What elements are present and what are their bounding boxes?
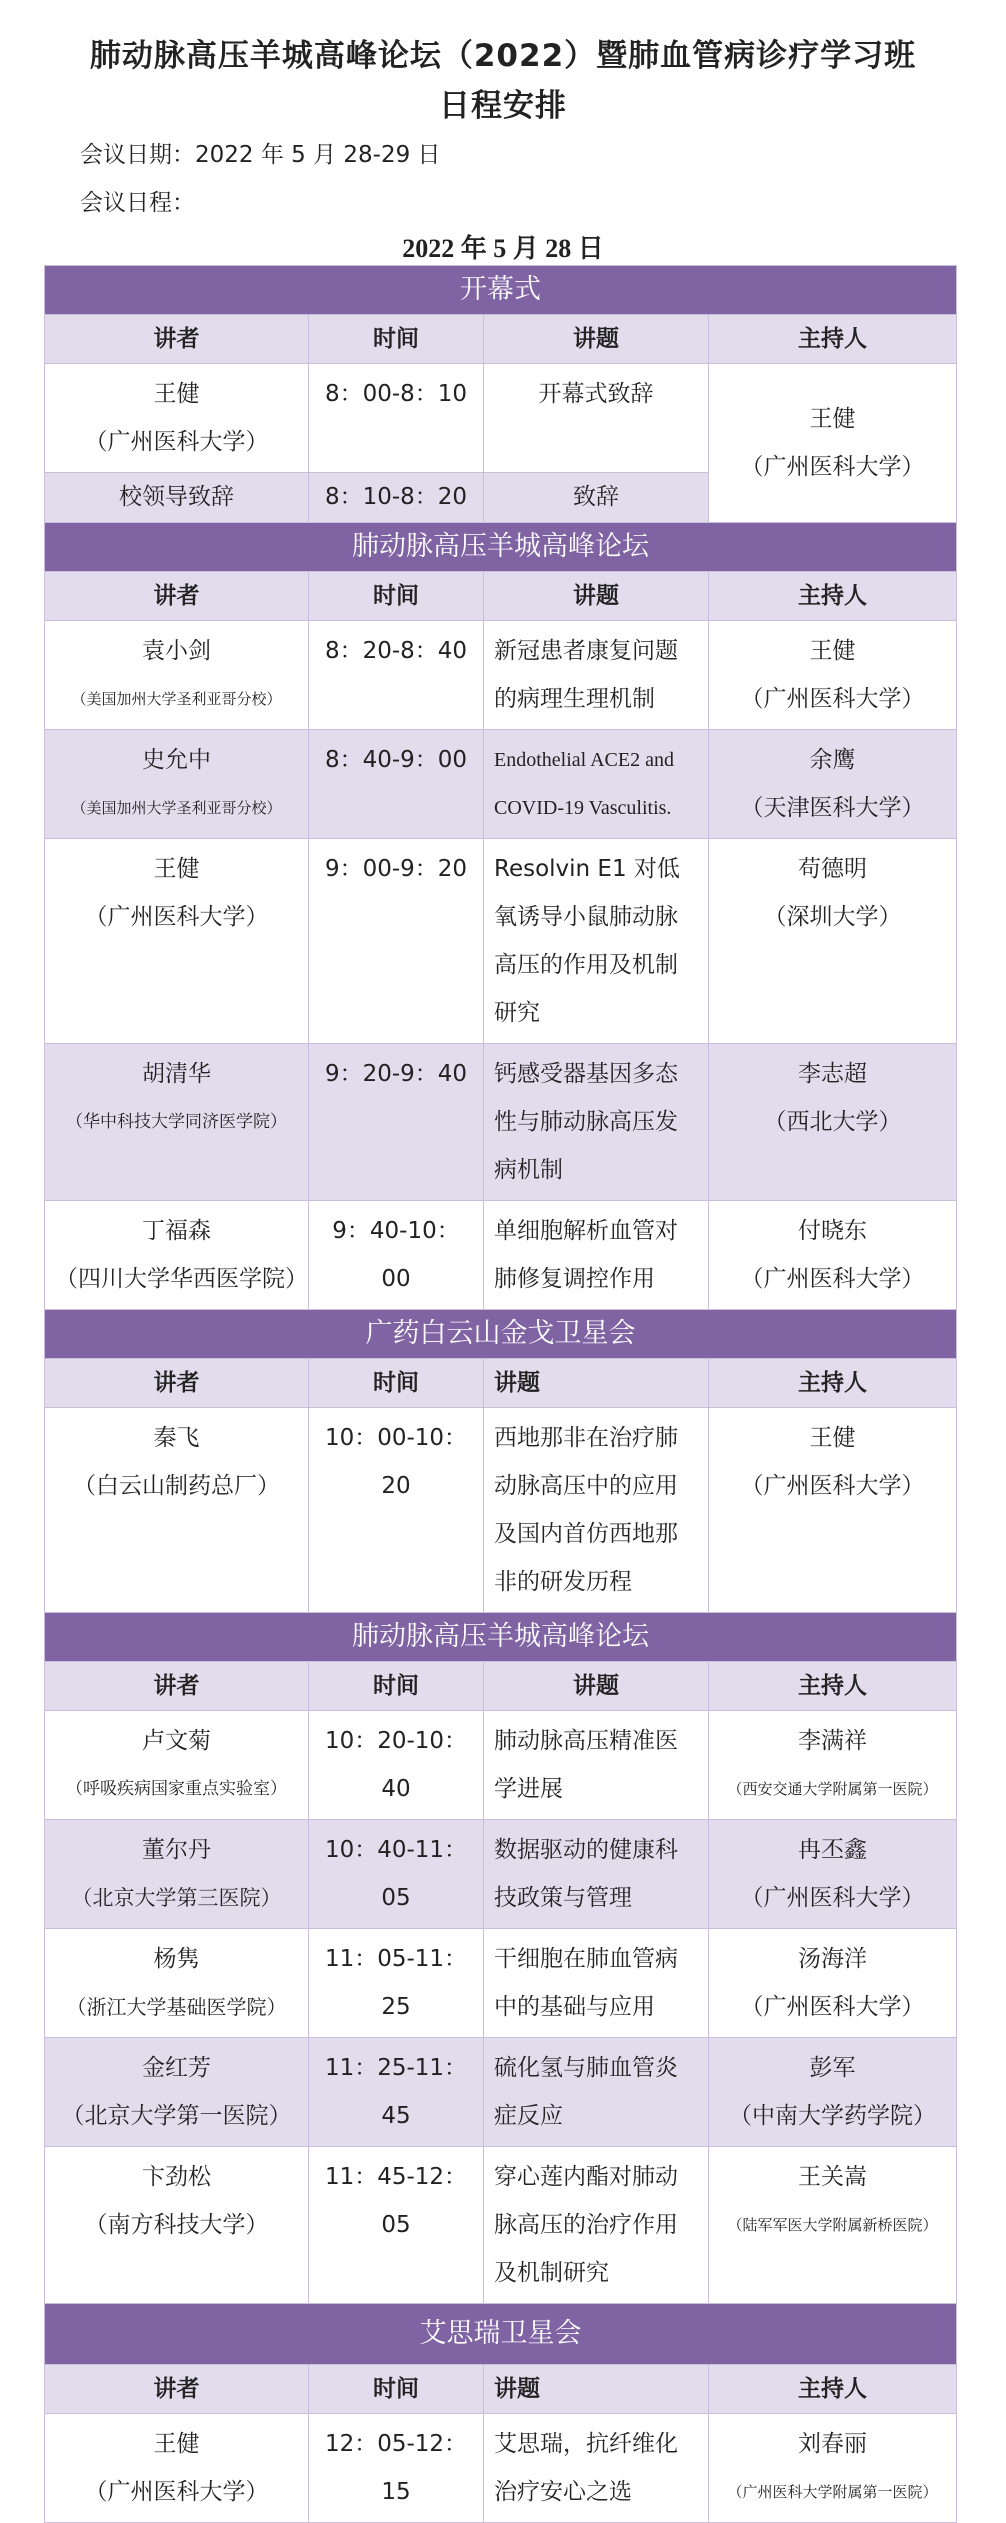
host-affil: （中南大学药学院） xyxy=(729,2103,936,2129)
column-header-row xyxy=(45,1662,957,1711)
column-header-row xyxy=(45,2365,957,2414)
time-cell: 11：05-11：25 xyxy=(309,1929,484,2038)
table-row xyxy=(45,1820,957,1929)
speaker-cell xyxy=(45,1711,309,1820)
speaker-cell xyxy=(45,1820,309,1929)
speaker-affil: （美国加州大学圣利亚哥分校） xyxy=(71,799,282,817)
col-topic: 讲题 xyxy=(484,572,709,621)
host-cell xyxy=(709,1820,957,1929)
speaker-affil: （美国加州大学圣利亚哥分校） xyxy=(71,690,282,708)
column-header-row xyxy=(45,315,957,364)
time-cell: 10：20-10：40 xyxy=(309,1711,484,1820)
host-affil: （深圳大学） xyxy=(763,904,902,930)
speaker-affil: （华中科技大学同济医学院） xyxy=(66,1112,287,1132)
host-cell xyxy=(709,364,957,523)
schedule-table xyxy=(44,265,957,2523)
host-affil: （广州医科大学） xyxy=(740,454,925,480)
topic-cell: 硫化氢与肺血管炎症反应 xyxy=(484,2038,709,2147)
speaker-name: 王健 xyxy=(153,381,200,407)
col-host: 主持人 xyxy=(709,1662,957,1711)
time-cell: 8：40-9：00 xyxy=(309,730,484,839)
speaker-name: 金红芳 xyxy=(142,2055,211,2081)
col-topic: 讲题 xyxy=(484,315,709,364)
col-time: 时间 xyxy=(309,1662,484,1711)
col-time: 时间 xyxy=(309,315,484,364)
speaker-affil: （北京大学第一医院） xyxy=(61,2103,292,2129)
host-affil: （广州医科大学） xyxy=(740,1994,925,2020)
host-affil: （陆军军医大学附属新桥医院） xyxy=(727,2216,938,2234)
table-row xyxy=(45,2038,957,2147)
host-name: 王关嵩 xyxy=(798,2164,867,2190)
speaker-cell xyxy=(45,839,309,1044)
host-cell xyxy=(709,1201,957,1310)
speaker-name: 丁福森 xyxy=(142,1218,211,1244)
table-row xyxy=(45,839,957,1044)
col-host: 主持人 xyxy=(709,2365,957,2414)
topic-cell: 穿心莲内酯对肺动脉高压的治疗作用及机制研究 xyxy=(484,2147,709,2304)
speaker-cell xyxy=(45,2414,309,2523)
topic-cell: Endothelial ACE2 and COVID-19 Vasculitis. xyxy=(484,730,709,839)
topic-cell: 单细胞解析血管对肺修复调控作用 xyxy=(484,1201,709,1310)
host-name: 王健 xyxy=(809,406,856,432)
topic-cell: 致辞 xyxy=(484,473,709,523)
speaker-cell xyxy=(45,2147,309,2304)
section-title: 肺动脉高压羊城高峰论坛 xyxy=(45,523,957,572)
col-host: 主持人 xyxy=(709,1359,957,1408)
speaker-cell xyxy=(45,1044,309,1201)
topic-cell: 干细胞在肺血管病中的基础与应用 xyxy=(484,1929,709,2038)
col-speaker: 讲者 xyxy=(45,1662,309,1711)
host-affil: （广州医科大学） xyxy=(740,686,925,712)
section-header xyxy=(45,2304,957,2365)
speaker-name: 卢文菊 xyxy=(142,1728,211,1754)
host-affil: （广州医科大学） xyxy=(740,1473,925,1499)
speaker-cell xyxy=(45,364,309,473)
meeting-schedule-label: 会议日程： xyxy=(80,190,195,216)
speaker-name: 王健 xyxy=(153,856,200,882)
host-name: 苟德明 xyxy=(798,856,867,882)
speaker-cell xyxy=(45,473,309,523)
col-host: 主持人 xyxy=(709,315,957,364)
speaker-cell xyxy=(45,1408,309,1613)
speaker-name: 胡清华 xyxy=(142,1061,211,1087)
section-title: 艾思瑞卫星会 xyxy=(45,2304,957,2365)
table-row xyxy=(45,730,957,839)
host-cell xyxy=(709,621,957,730)
table-row xyxy=(45,1711,957,1820)
host-name: 王健 xyxy=(809,1425,856,1451)
time-cell: 8：00-8：10 xyxy=(309,364,484,473)
speaker-name: 校领导致辞 xyxy=(119,484,234,510)
topic-cell: 新冠患者康复问题的病理生理机制 xyxy=(484,621,709,730)
host-cell xyxy=(709,1408,957,1613)
col-speaker: 讲者 xyxy=(45,572,309,621)
speaker-affil: （北京大学第三医院） xyxy=(71,1886,282,1910)
time-cell: 9：20-9：40 xyxy=(309,1044,484,1201)
topic-cell: 艾思瑞，抗纤维化治疗安心之选 xyxy=(484,2414,709,2523)
col-topic: 讲题 xyxy=(484,2365,709,2414)
host-name: 李满祥 xyxy=(798,1728,867,1754)
time-cell: 10：00-10：20 xyxy=(309,1408,484,1613)
speaker-affil: （白云山制药总厂） xyxy=(73,1473,280,1499)
section-header xyxy=(45,1613,957,1662)
speaker-name: 王健 xyxy=(153,2431,200,2457)
table-row xyxy=(45,2147,957,2304)
table-row xyxy=(45,364,957,473)
speaker-affil: （广州医科大学） xyxy=(84,904,269,930)
section-title: 肺动脉高压羊城高峰论坛 xyxy=(45,1613,957,1662)
table-row xyxy=(45,2414,957,2523)
time-cell: 9：00-9：20 xyxy=(309,839,484,1044)
host-name: 冉丕鑫 xyxy=(798,1837,867,1863)
day-title: 2022 年 5 月 28 日 xyxy=(402,234,604,263)
host-cell xyxy=(709,2414,957,2523)
speaker-affil: （浙江大学基础医学院） xyxy=(66,1995,287,2019)
speaker-affil: （呼吸疾病国家重点实验室） xyxy=(66,1779,287,1799)
host-cell xyxy=(709,1044,957,1201)
host-cell xyxy=(709,1929,957,2038)
host-name: 王健 xyxy=(809,638,856,664)
speaker-name: 卞劲松 xyxy=(142,2164,211,2190)
section-header xyxy=(45,1310,957,1359)
time-cell: 11：25-11：45 xyxy=(309,2038,484,2147)
speaker-cell xyxy=(45,730,309,839)
speaker-cell xyxy=(45,1929,309,2038)
host-name: 刘春丽 xyxy=(798,2431,867,2457)
host-affil: （西北大学） xyxy=(763,1109,902,1135)
host-name: 彭军 xyxy=(809,2055,856,2081)
section-header xyxy=(45,266,957,315)
host-affil: （广州医科大学） xyxy=(740,1266,925,1292)
table-row xyxy=(45,1929,957,2038)
col-topic: 讲题 xyxy=(484,1662,709,1711)
host-cell xyxy=(709,2038,957,2147)
section-title: 广药白云山金戈卫星会 xyxy=(45,1310,957,1359)
speaker-affil: （广州医科大学） xyxy=(84,429,269,455)
section-header xyxy=(45,523,957,572)
host-affil: （广州医科大学附属第一医院） xyxy=(727,2483,938,2501)
col-speaker: 讲者 xyxy=(45,2365,309,2414)
speaker-name: 董尔丹 xyxy=(142,1837,211,1863)
topic-cell: 肺动脉高压精准医学进展 xyxy=(484,1711,709,1820)
col-host: 主持人 xyxy=(709,572,957,621)
speaker-affil: （广州医科大学） xyxy=(84,2479,269,2505)
host-name: 付晓东 xyxy=(798,1218,867,1244)
time-cell: 12：05-12：15 xyxy=(309,2414,484,2523)
col-speaker: 讲者 xyxy=(45,315,309,364)
speaker-cell xyxy=(45,621,309,730)
host-cell xyxy=(709,2147,957,2304)
host-name: 李志超 xyxy=(798,1061,867,1087)
speaker-affil: （南方科技大学） xyxy=(84,2212,269,2238)
time-cell: 10：40-11：05 xyxy=(309,1820,484,1929)
col-time: 时间 xyxy=(309,1359,484,1408)
host-cell xyxy=(709,839,957,1044)
host-name: 汤海洋 xyxy=(798,1946,867,1972)
host-affil: （广州医科大学） xyxy=(740,1885,925,1911)
speaker-affil: （四川大学华西医学院） xyxy=(55,1266,308,1292)
col-time: 时间 xyxy=(309,572,484,621)
time-cell: 9：40-10：00 xyxy=(309,1201,484,1310)
host-name: 余鹰 xyxy=(809,747,856,773)
topic-cell: 数据驱动的健康科技政策与管理 xyxy=(484,1820,709,1929)
speaker-name: 杨隽 xyxy=(153,1946,200,1972)
table-row xyxy=(45,1201,957,1310)
speaker-cell xyxy=(45,2038,309,2147)
host-cell xyxy=(709,730,957,839)
column-header-row xyxy=(45,1359,957,1408)
topic-cell: 钙感受器基因多态性与肺动脉高压发病机制 xyxy=(484,1044,709,1201)
section-title: 开幕式 xyxy=(45,266,957,315)
time-cell: 11：45-12：05 xyxy=(309,2147,484,2304)
col-speaker: 讲者 xyxy=(45,1359,309,1408)
topic-cell: Resolvin E1 对低氧诱导小鼠肺动脉高压的作用及机制研究 xyxy=(484,839,709,1044)
page-subtitle: 日程安排 xyxy=(439,88,567,124)
page-title: 肺动脉高压羊城高峰论坛（2022）暨肺血管病诊疗学习班 xyxy=(89,38,917,74)
column-header-row xyxy=(45,572,957,621)
table-row xyxy=(45,621,957,730)
time-cell: 8：20-8：40 xyxy=(309,621,484,730)
speaker-name: 秦飞 xyxy=(153,1425,200,1451)
speaker-name: 袁小剑 xyxy=(142,638,211,664)
table-row xyxy=(45,1044,957,1201)
topic-cell: 西地那非在治疗肺动脉高压中的应用及国内首仿西地那非的研发历程 xyxy=(484,1408,709,1613)
host-affil: （天津医科大学） xyxy=(740,795,925,821)
table-row xyxy=(45,1408,957,1613)
speaker-cell xyxy=(45,1201,309,1310)
host-affil: （西安交通大学附属第一医院） xyxy=(727,1780,938,1798)
meeting-date: 会议日期：2022 年 5 月 28-29 日 xyxy=(80,142,441,168)
speaker-name: 史允中 xyxy=(142,747,211,773)
col-topic: 讲题 xyxy=(484,1359,709,1408)
topic-cell: 开幕式致辞 xyxy=(484,364,709,473)
host-cell xyxy=(709,1711,957,1820)
col-time: 时间 xyxy=(309,2365,484,2414)
time-cell: 8：10-8：20 xyxy=(309,473,484,523)
